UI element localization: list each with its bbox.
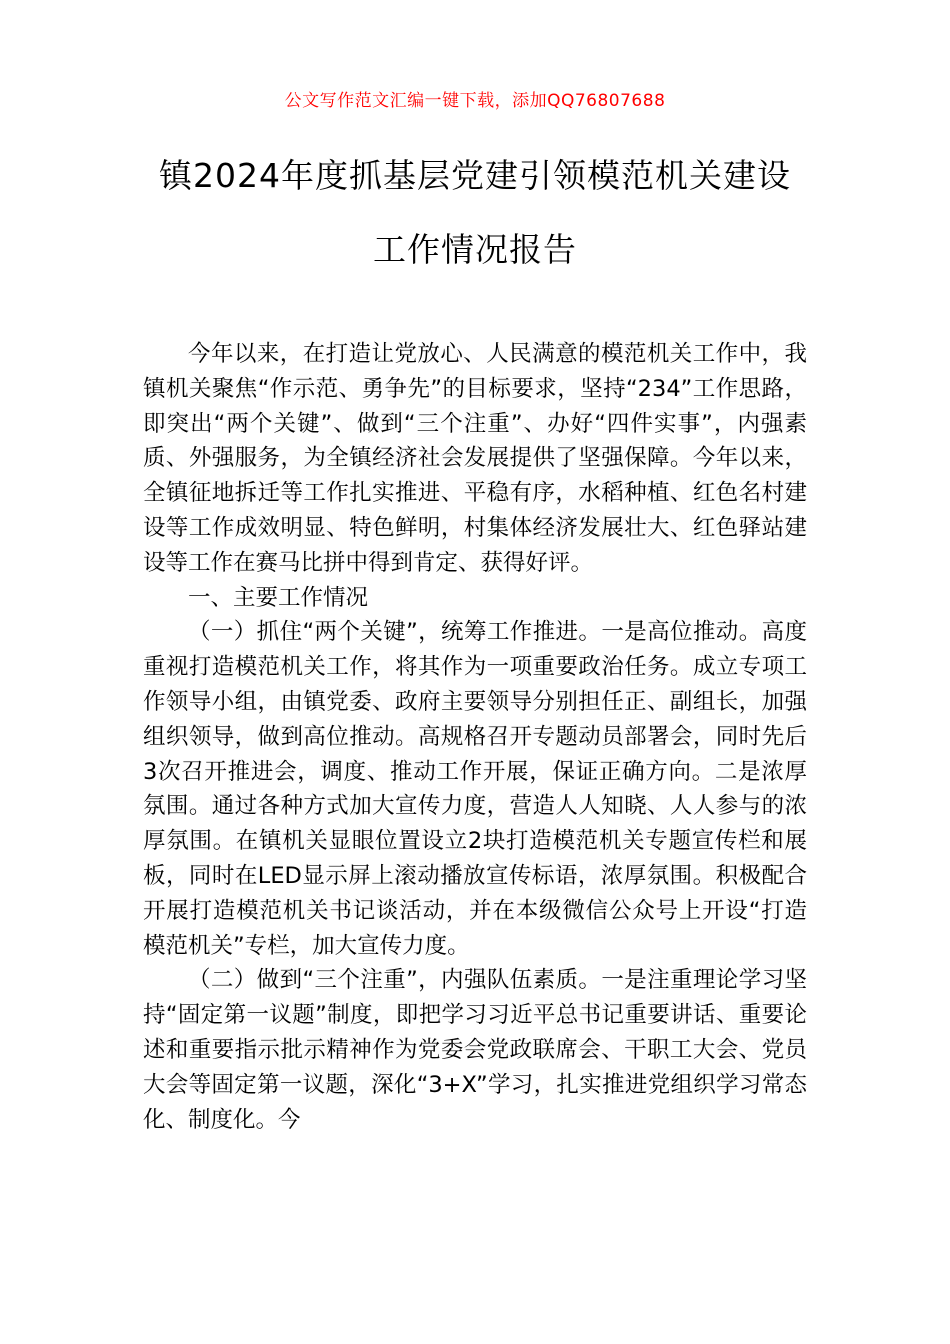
intro-paragraph: 今年以来，在打造让党放心、人民满意的模范机关工作中，我镇机关聚焦“作示范、勇争先”的目标要求，坚持“234”工作思路，即突出“两个关键”、做到“三个注重”、办好“四件实事”，内强素质、外强服务，为全镇经济社会发展提供了坚强保障。今年以来，全镇征地拆迁等工作扎实推进、平稳有序，水稻种植、红色名村建设等工作成效明显、特色鲜明，村集体经济发展壮大、红色驿站建设等工作在赛马比拼中得到肯定、获得好评。 xyxy=(143,341,807,576)
paragraph-two-keys: （一）抓住“两个关键”，统筹工作推进。一是高位推动。高度重视打造模范机关工作，将其作为一项重要政治任务。成立专项工作领导小组，由镇党委、政府主要领导分别担任正、副组长，加强组织领导，做到高位推动。高规格召开专题动员部署会，同时先后3次召开推进会，调度、推动工作开展，保证正确方向。二是浓厚氛围。通过各种方式加大宣传力度，营造人人知晓、人人参与的浓厚氛围。在镇机关显眼位置设立2块打造模范机关专题宣传栏和展板，同时在LED显示屏上滚动播放宣传标语，浓厚氛围。积极配合开展打造模范机关书记谈活动，并在本级微信公众号上开设“打造模范机关”专栏，加大宣传力度。 xyxy=(143,619,807,959)
document-title-line-1: 镇2024年度抓基层党建引领模范机关建设 xyxy=(159,156,791,195)
document-title-line-2: 工作情况报告 xyxy=(373,230,577,269)
paragraph-three-focuses: （二）做到“三个注重”，内强队伍素质。一是注重理论学习坚持“固定第一议题”制度，即把学习习近平总书记重要讲话、重要论述和重要指示批示精神作为党委会党政联席会、干职工大会、党员大会等固定第一议题，深化“3+X”学习，扎实推进党组织学习常态化、制度化。今 xyxy=(143,967,807,1133)
download-notice: 公文写作范文汇编一键下载，添加QQ76807688 xyxy=(284,91,666,111)
section-heading-main-work: 一、主要工作情况 xyxy=(188,584,369,611)
document-body xyxy=(143,337,807,1137)
